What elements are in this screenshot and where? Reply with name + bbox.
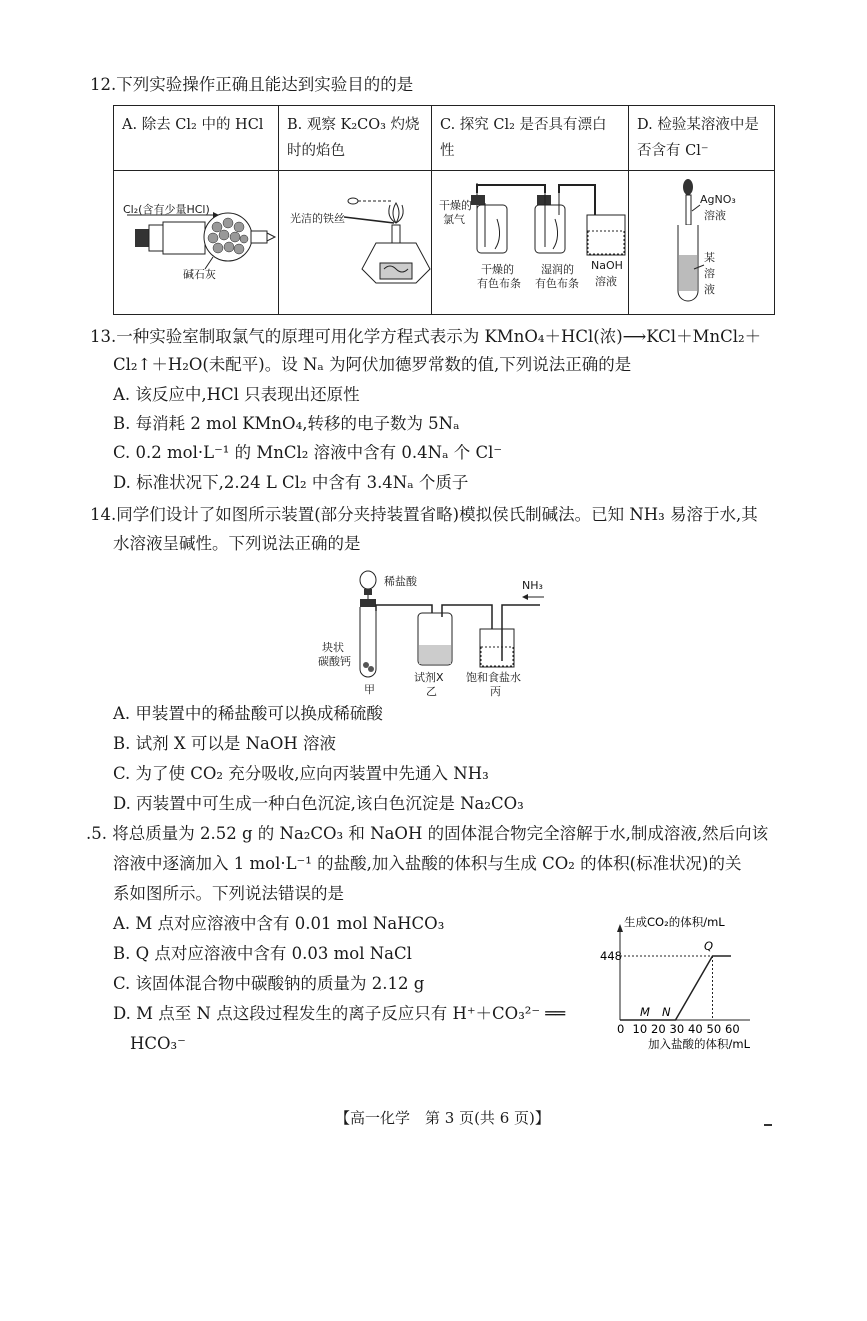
q13-option-a: A. 该反应中,HCl 只表现出还原性 xyxy=(113,385,360,404)
q13-stem-2: Cl₂↑＋H₂O(未配平)。设 Nₐ 为阿伏加德罗常数的值,下列说法正确的是 xyxy=(113,355,632,374)
q13-option-b: B. 每消耗 2 mol KMnO₄,转移的电子数为 5Nₐ xyxy=(113,414,460,433)
figure-c-bottle1-label-1: 干燥的 xyxy=(481,263,514,276)
chart-y-tick-448: 448 xyxy=(600,949,622,963)
q12-option-b: B. 观察 K₂CO₃ 灼烧 时的焰色 xyxy=(279,106,432,171)
figure-b-wire-label: 光洁的铁丝 xyxy=(290,212,345,225)
chart-point-n: N xyxy=(662,1005,671,1019)
figure-c-beaker-label-2: 溶液 xyxy=(595,275,617,288)
q15-stem-3: 系如图所示。下列说法错误的是 xyxy=(113,884,344,903)
q14-option-a: A. 甲装置中的稀盐酸可以换成稀硫酸 xyxy=(113,704,383,723)
chart-x-tick: 40 xyxy=(688,1022,703,1036)
q13-stem-1: 13.一种实验室制取氯气的原理可用化学方程式表示为 KMnO₄＋HCl(浓)⟶KCl＋MnCl₂＋ xyxy=(90,327,762,346)
chart-series-line xyxy=(620,956,731,1020)
chart-x-tick: 50 xyxy=(706,1022,722,1036)
q14-solid-label-1: 块状 xyxy=(322,641,344,654)
figure-c-gas-label-2: 氯气 xyxy=(443,213,465,226)
q15-option-d-2: HCO₃⁻ xyxy=(130,1034,186,1053)
figure-c-gas-label-1: 干燥的 xyxy=(439,199,472,212)
scan-mark xyxy=(764,1124,772,1126)
figure-d-chloride-test xyxy=(636,165,775,315)
q12-stem: 12.下列实验操作正确且能达到实验目的的是 xyxy=(90,75,414,94)
chart-x-label: 加入盐酸的体积/mL xyxy=(648,1037,750,1051)
chart-x-tick: 0 xyxy=(617,1022,625,1036)
q14-acid-label: 稀盐酸 xyxy=(384,575,417,588)
q14-brine-label: 饱和食盐水 xyxy=(466,671,521,684)
q13-option-c: C. 0.2 mol·L⁻¹ 的 MnCl₂ 溶液中含有 0.4Nₐ 个 Cl⁻ xyxy=(113,443,503,462)
figure-d-reagent-label-2: 溶液 xyxy=(704,209,726,222)
q15-stem-2: 溶液中逐滴加入 1 mol·L⁻¹ 的盐酸,加入盐酸的体积与生成 CO₂ 的体积(标准状况)的关 xyxy=(113,854,742,873)
chart-y-label: 生成CO₂的体积/mL xyxy=(624,915,725,929)
figure-d-sample-label-2: 溶 xyxy=(704,267,715,280)
chart-point-q: Q xyxy=(704,939,714,953)
figure-a-drying-tube xyxy=(113,165,283,315)
q15-option-c: C. 该固体混合物中碳酸钠的质量为 2.12 g xyxy=(113,974,425,993)
q15-option-b: B. Q 点对应溶液中含有 0.03 mol NaCl xyxy=(113,944,412,963)
figure-c-bottle2-label-1: 湿润的 xyxy=(541,263,574,276)
figure-d-reagent-label-1: AgNO₃ xyxy=(700,193,736,206)
page-footer: 【高一化学 第 3 页(共 6 页)】 xyxy=(335,1109,550,1127)
q12-option-d: D. 检验某溶液中是 否含有 Cl⁻ xyxy=(629,106,775,171)
figure-d-sample-label-1: 某 xyxy=(704,251,715,264)
figure-c-beaker-label-1: NaOH xyxy=(591,259,623,272)
q14-option-b: B. 试剂 X 可以是 NaOH 溶液 xyxy=(113,734,337,753)
q14-stem-2: 水溶液呈碱性。下列说法正确的是 xyxy=(113,534,361,553)
q13-option-d: D. 标准状况下,2.24 L Cl₂ 中含有 3.4Nₐ 个质子 xyxy=(113,473,469,492)
q14-apparatus-bing: 丙 xyxy=(490,685,501,698)
q15-option-a: A. M 点对应溶液中含有 0.01 mol NaHCO₃ xyxy=(113,914,445,933)
chart-y-arrow xyxy=(617,924,623,932)
q14-nh3-label: NH₃ xyxy=(522,579,543,592)
figure-d-sample-label-3: 液 xyxy=(704,283,715,296)
figure-a-gas-label: Cl₂(含有少量HCl) xyxy=(123,203,210,216)
chart-point-m: M xyxy=(640,1005,650,1019)
q14-stem-1: 14.同学们设计了如图所示装置(部分夹持装置省略)模拟侯氏制碱法。已知 NH₃ 易溶于水,其 xyxy=(90,505,758,524)
q15-option-d-1: D. M 点至 N 点这段过程发生的离子反应只有 H⁺＋CO₃²⁻ ══ xyxy=(113,1004,566,1023)
q15-stem-1: .5. 将总质量为 2.52 g 的 Na₂CO₃ 和 NaOH 的固体混合物完全溶解于水,制成溶液,然后向该 xyxy=(86,824,769,843)
figure-c-bottle1-label-2: 有色布条 xyxy=(477,277,521,290)
q14-reagent-x-label: 试剂X xyxy=(414,671,444,684)
q12-option-a: A. 除去 Cl₂ 中的 HCl xyxy=(114,106,279,171)
q14-option-d: D. 丙装置中可生成一种白色沉淀,该白色沉淀是 Na₂CO₃ xyxy=(113,794,524,813)
co2-volume-chart xyxy=(600,908,780,1056)
q14-apparatus xyxy=(300,565,550,700)
figure-a-solid-label: 碱石灰 xyxy=(183,268,216,281)
q12-option-c: C. 探究 Cl₂ 是否具有漂白性 xyxy=(432,106,629,171)
figure-c-bottle2-label-2: 有色布条 xyxy=(535,277,579,290)
chart-x-tick: 10 xyxy=(632,1022,648,1036)
q14-solid-label-2: 碳酸钙 xyxy=(318,655,351,668)
chart-x-tick: 60 xyxy=(725,1022,740,1036)
figure-b-flame-test xyxy=(284,165,436,315)
q14-apparatus-jia: 甲 xyxy=(364,683,375,696)
q14-option-c: C. 为了使 CO₂ 充分吸收,应向丙装置中先通入 NH₃ xyxy=(113,764,489,783)
chart-x-tick: 30 xyxy=(669,1022,685,1036)
chart-x-tick: 20 xyxy=(651,1022,666,1036)
figure-c-bleaching-test xyxy=(437,165,635,315)
q14-apparatus-yi: 乙 xyxy=(426,685,437,698)
